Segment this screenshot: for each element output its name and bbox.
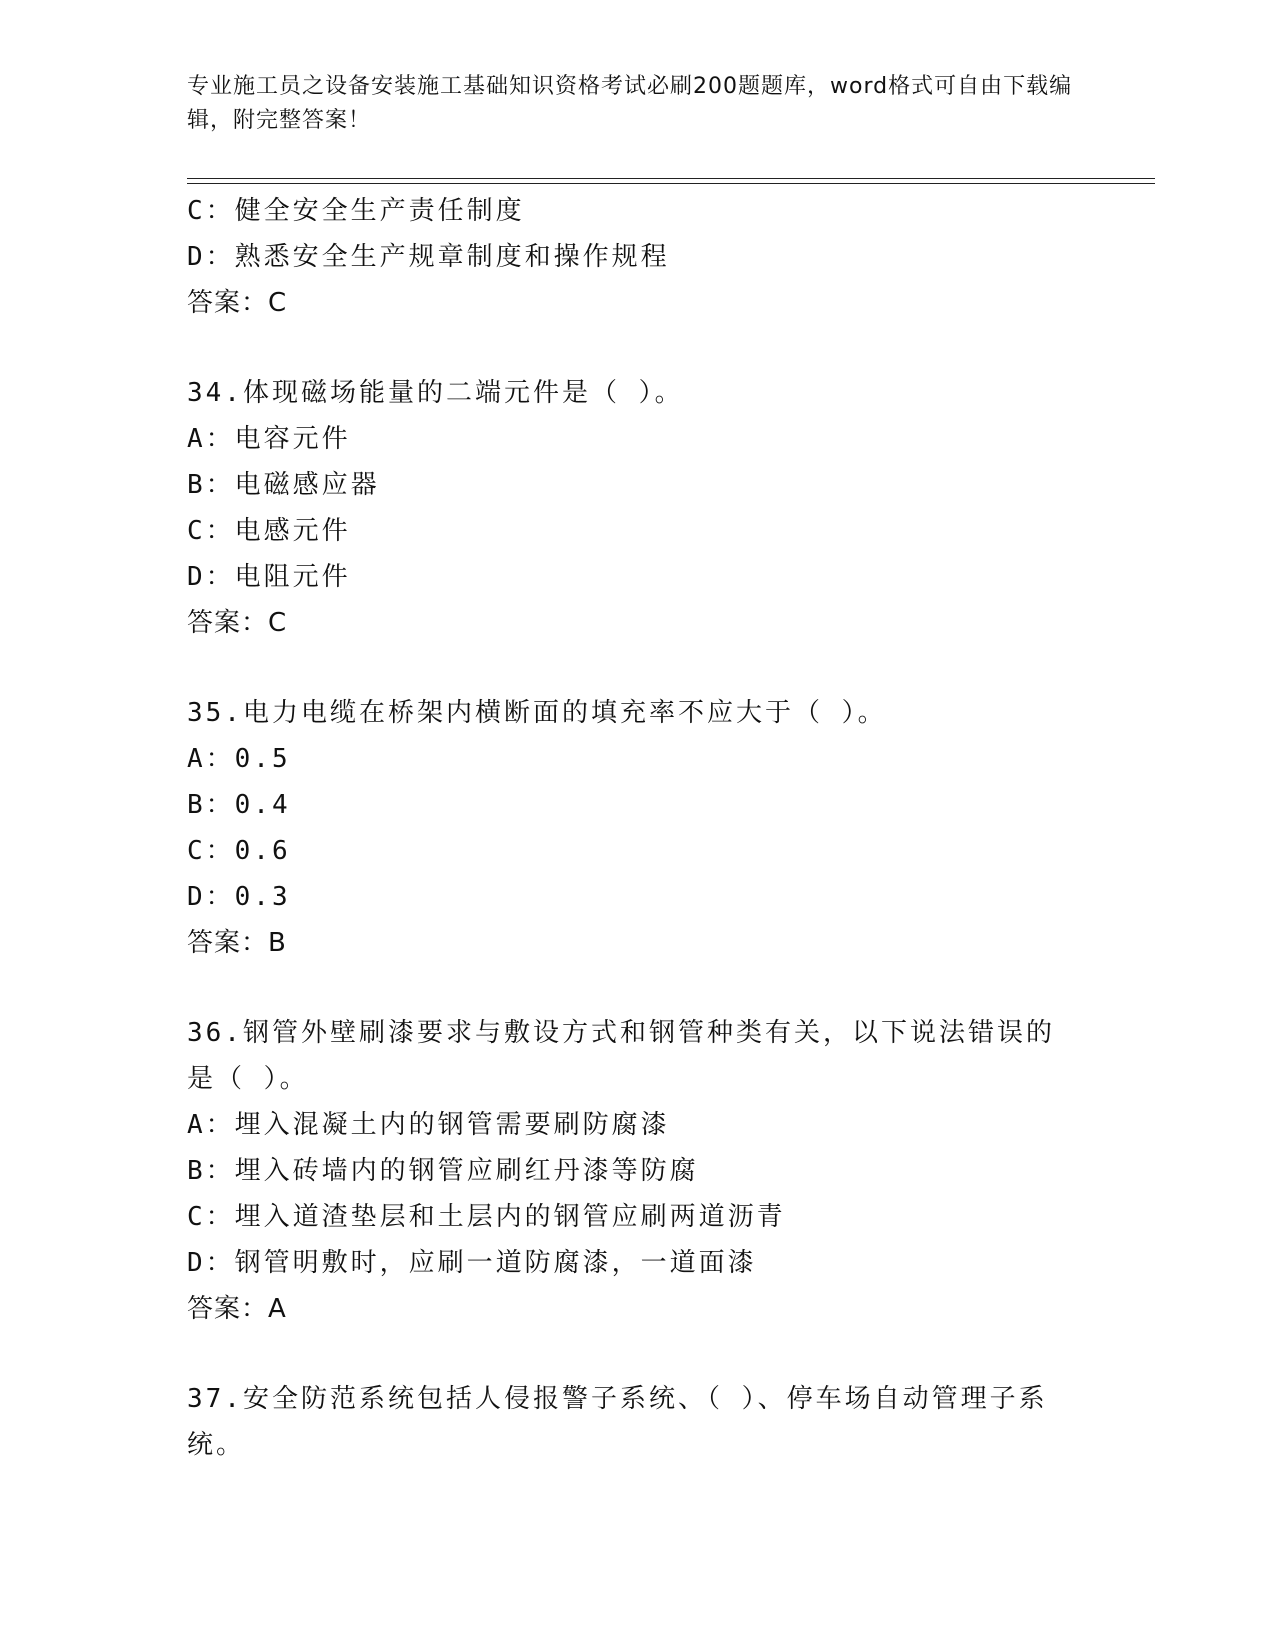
answer: 答案：C (187, 288, 288, 318)
document-header: 专业施工员之设备安装施工基础知识资格考试必刷200题题库，word格式可自由下载编辑，附完整答案！ (187, 74, 1073, 133)
option: A：0.5 (187, 744, 291, 774)
question-block (187, 370, 1087, 646)
question-stem: 36.钢管外壁刷漆要求与敷设方式和钢管种类有关，以下说法错误的是（ ）。 (187, 1018, 1055, 1094)
question-stem: 34.体现磁场能量的二端元件是（ ）。 (187, 378, 684, 408)
option: C：电感元件 (187, 516, 351, 546)
question-block (187, 1376, 1087, 1468)
question-list (187, 188, 1087, 1468)
option: C：0.6 (187, 836, 291, 866)
question-block (187, 1010, 1087, 1332)
header-divider (187, 178, 1155, 179)
option: D：熟悉安全生产规章制度和操作规程 (187, 242, 670, 272)
option: A：埋入混凝土内的钢管需要刷防腐漆 (187, 1110, 670, 1140)
header-divider (187, 183, 1155, 184)
option: A：电容元件 (187, 424, 351, 454)
option: B：埋入砖墙内的钢管应刷红丹漆等防腐 (187, 1156, 699, 1186)
option: D：钢管明敷时，应刷一道防腐漆，一道面漆 (187, 1248, 757, 1278)
question-stem: 35.电力电缆在桥架内横断面的填充率不应大于（ ）。 (187, 698, 887, 728)
option: C：埋入道渣垫层和土层内的钢管应刷两道沥青 (187, 1202, 786, 1232)
question-block (187, 690, 1087, 966)
option: D：电阻元件 (187, 562, 351, 592)
question-stem: 37.安全防范系统包括人侵报警子系统、（ ）、停车场自动管理子系统。 (187, 1384, 1048, 1460)
answer: 答案：B (187, 928, 287, 958)
option: C：健全安全生产责任制度 (187, 196, 525, 226)
option: B：电磁感应器 (187, 470, 380, 500)
answer: 答案：C (187, 608, 288, 638)
answer: 答案：A (187, 1294, 287, 1324)
option: B：0.4 (187, 790, 291, 820)
option: D：0.3 (187, 882, 291, 912)
question-block (187, 188, 1087, 326)
